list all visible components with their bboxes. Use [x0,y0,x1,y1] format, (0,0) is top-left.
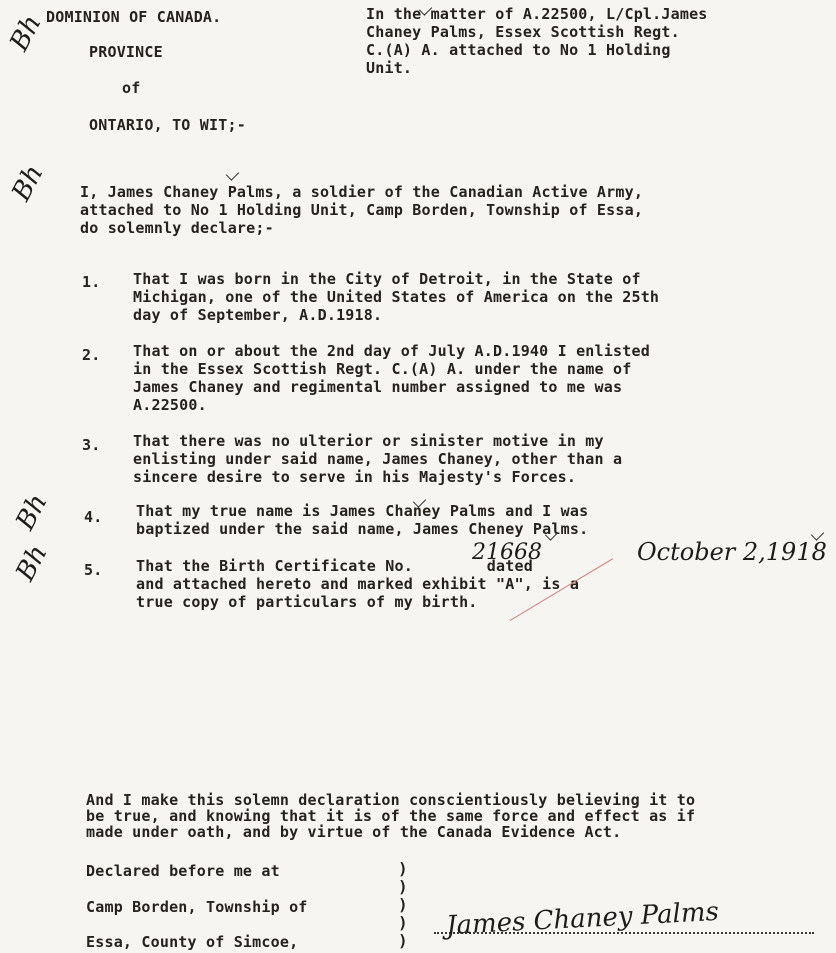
bracket-mark: ) [398,895,408,914]
item-line: That my true name is James Chaney Palms and I was [136,502,589,520]
item-number: 1. [82,273,101,291]
item-line: That I was born in the City of Detroit, in the State of [133,270,641,288]
declared-line-3: Essa, County of Simcoe, [86,933,299,951]
margin-initials-4: Bh [10,540,54,586]
closing-line-2: be true, and knowing that it is of the same force and effect as if [86,807,696,825]
item-line: enlisting under said name, James Chaney, other than a [133,450,623,468]
item-line: That there was no ulterior or sinister motive in my [133,432,604,450]
item-line: That on or about the 2nd day of July A.D.1940 I enlisted [133,342,650,360]
item-line: day of September, A.D.1918. [133,306,383,324]
declared-line-2: Camp Borden, Township of [86,898,308,916]
margin-initials-3: Bh [10,489,54,535]
item-number: 5. [84,561,103,579]
handwritten-signature: James Chaney Palms [445,896,720,942]
handwritten-birth-date: October 2,1918 [637,538,827,566]
closing-line-1: And I make this solemn declaration conscientiously believing it to [86,791,696,809]
intro-line-3: do solemnly declare;- [80,219,274,237]
header-province: PROVINCE [89,43,163,61]
item-line: Michigan, one of the United States of America on the 25th [133,288,660,306]
margin-initials-1: Bh [4,10,48,56]
handwritten-cert-number: 21668 [472,540,542,565]
bracket-mark: ) [398,931,408,950]
header-dominion: DOMINION OF CANADA. [46,8,222,26]
margin-initials-2: Bh [6,160,50,206]
matter-line-4: Unit. [366,59,413,77]
item-line: That the Birth Certificate No. dated [136,557,533,575]
item-line: in the Essex Scottish Regt. C.(A) A. under the name of [133,360,632,378]
header-of: of [122,79,141,97]
bracket-mark: ) [398,877,408,896]
bracket-mark: ) [398,913,408,932]
item-number: 3. [82,436,101,454]
intro-line-2: attached to No 1 Holding Unit, Camp Borden, Township of Essa, [80,201,644,219]
item-line: and attached hereto and marked exhibit "A", is a [136,575,580,593]
declared-line-1: Declared before me at [86,862,280,880]
matter-line-2: Chaney Palms, Essex Scottish Regt. [366,23,680,41]
closing-line-3: made under oath, and by virtue of the Canada Evidence Act. [86,823,622,841]
header-ontario: ONTARIO, TO WIT;- [89,116,246,134]
item-number: 2. [82,346,101,364]
bracket-mark: ) [398,859,408,878]
item-line: baptized under the said name, James Cheney Palms. [136,520,589,538]
matter-line-3: C.(A) A. attached to No 1 Holding [366,41,671,59]
matter-line-1: In the matter of A.22500, L/Cpl.James [366,5,708,23]
item-line: James Chaney and regimental number assigned to me was [133,378,623,396]
intro-line-1: I, James Chaney Palms, a soldier of the Canadian Active Army, [80,183,644,201]
item-number: 4. [84,508,103,526]
item-line: sincere desire to serve in his Majesty's Forces. [133,468,577,486]
item-line: true copy of particulars of my birth. [136,593,478,611]
check-mark [226,167,239,180]
item-line: A.22500. [133,396,207,414]
